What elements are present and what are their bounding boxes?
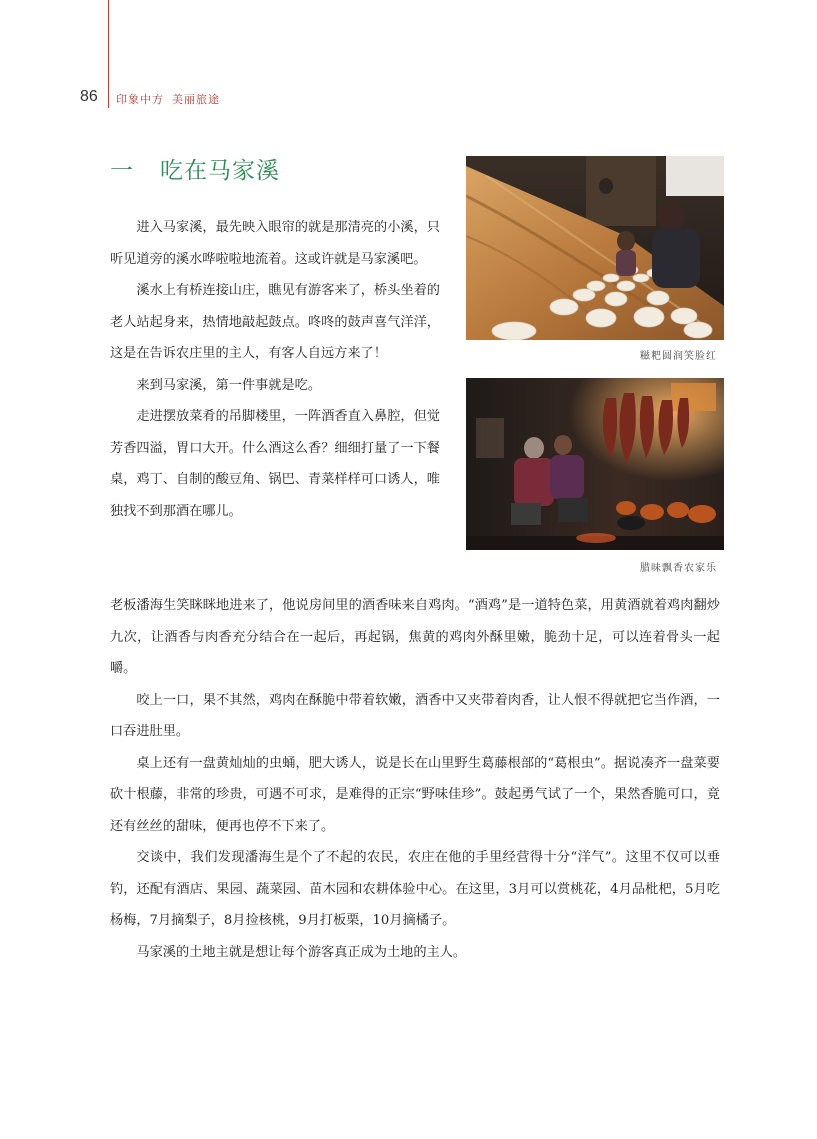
- article-column: [110, 212, 440, 527]
- running-header-subsection: 美丽旅途: [172, 93, 220, 106]
- running-header: [116, 91, 220, 107]
- article-body: [110, 590, 720, 968]
- paragraph: 交谈中，我们发现潘海生是个了不起的农民，农庄在他的手里经营得十分“洋气”。这里不仅可以垂钓，还配有酒店、果园、蔬菜园、苗木园和农耕体验中心。在这里，3月可以赏桃花，4月品枇杷，5月吃杨梅，7月摘梨子，8月捡核桃，9月打板栗，10月摘橘子。: [110, 850, 720, 928]
- header-rule: [108, 0, 109, 108]
- section-number: 一: [110, 158, 134, 184]
- photo-caption: 腊味飘香农家乐: [640, 563, 717, 574]
- paragraph: 咬上一口，果不其然，鸡肉在酥脆中带着软嫩，酒香中又夹带着肉香，让人恨不得就把它当作酒，一口吞进肚里。: [110, 692, 720, 739]
- section-title: [110, 152, 280, 185]
- photo-cured-meat: [466, 378, 724, 550]
- running-header-section: 印象中方: [116, 93, 164, 106]
- section-title-text: 吃在马家溪: [160, 158, 280, 184]
- paragraph: 溪水上有桥连接山庄，瞧见有游客来了，桥头坐着的老人站起身来，热情地敲起鼓点。咚咚的鼓声喜气洋洋，这是在告诉农庄里的主人，有客人自远方来了！: [110, 283, 440, 361]
- photo-caption: 糍粑圆润笑脸红: [640, 351, 717, 362]
- paragraph: 走进摆放菜肴的吊脚楼里，一阵酒香直入鼻腔，但觉芳香四溢，胃口大开。什么酒这么香？细细打量了一下餐桌，鸡丁、自制的酸豆角、锅巴、青菜样样可口诱人，唯独找不到那酒在哪儿。: [110, 409, 440, 519]
- paragraph: 进入马家溪，最先映入眼帘的就是那清亮的小溪，只听见道旁的溪水哗啦啦地流着。这或许就是马家溪吧。: [110, 220, 440, 267]
- page-number: 86: [80, 88, 98, 105]
- photo-rice-cakes: [466, 156, 724, 340]
- paragraph: 老板潘海生笑眯眯地进来了，他说房间里的酒香味来自鸡肉。“酒鸡”是一道特色菜，用黄酒就着鸡肉翻炒九次，让酒香与肉香充分结合在一起后，再起锅，焦黄的鸡肉外酥里嫩，脆劲十足，可以连着骨头一起嚼。: [110, 598, 720, 676]
- paragraph: 来到马家溪，第一件事就是吃。: [136, 377, 322, 393]
- paragraph: 马家溪的土地主就是想让每个游客真正成为土地的主人。: [136, 944, 467, 960]
- paragraph: 桌上还有一盘黄灿灿的虫蛹，肥大诱人，说是长在山里野生葛藤根部的“葛根虫”。据说凑齐一盘菜要砍十根藤，非常的珍贵，可遇不可求，是难得的正宗“野味佳珍”。鼓起勇气试了一个，果然香脆可口，竟还有丝丝的甜味，便再也停不下来了。: [110, 755, 720, 834]
